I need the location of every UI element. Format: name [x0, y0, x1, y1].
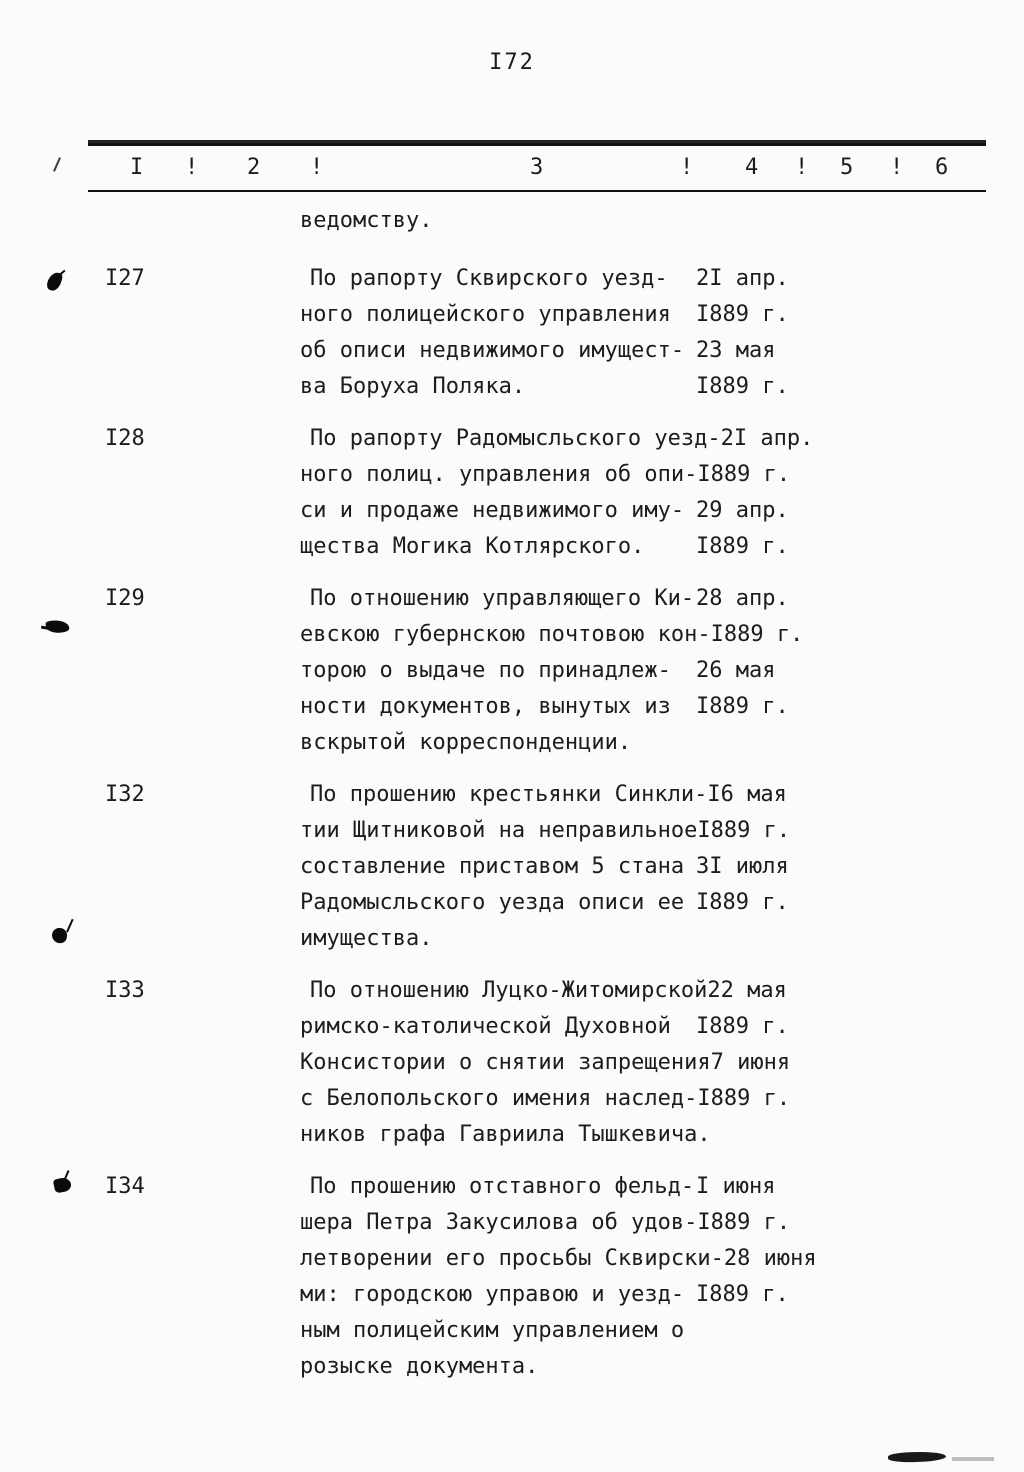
entry-line [300, 581, 803, 617]
entry-lines [300, 777, 790, 957]
entry-line-text: ным полицейским управлением о [300, 1318, 685, 1343]
entry-line [300, 421, 813, 457]
entry-line [300, 725, 803, 761]
entry-line [300, 529, 813, 565]
entry-line [300, 1349, 817, 1385]
entry-line-date: 28 апр. [696, 586, 789, 611]
entry-line-text: По прошению отставного фельд- [310, 1174, 695, 1199]
entry-number: I34 [105, 1174, 145, 1199]
table-row [105, 777, 985, 957]
entry-lines [300, 973, 790, 1153]
continuation-text: ведомству. [300, 208, 433, 233]
header-col-5: 5 [840, 155, 854, 180]
entry-line-date: I889 г. [696, 694, 789, 719]
entry-line [300, 1241, 817, 1277]
entry-line-date: I6 мая [707, 782, 787, 807]
entry-line [300, 973, 790, 1009]
table-row [105, 421, 985, 565]
ink-mark [51, 927, 68, 944]
entry-line-text: вскрытой корреспонденции. [300, 730, 632, 755]
table-row [105, 973, 985, 1153]
entry-line-text: ва Боруха Поляка. [300, 374, 526, 399]
entry-number: I28 [105, 426, 145, 451]
entry-line [300, 617, 803, 653]
entry-line [300, 369, 789, 405]
entry-line-text: тии Щитниковой на неправильное [300, 818, 698, 843]
entry-line-text: шера Петра Закусилова об удов- [300, 1210, 698, 1235]
column-separator: ! [795, 155, 809, 180]
ink-mark [53, 1176, 73, 1193]
entry-line [300, 261, 789, 297]
entry-line-text: По отношению управляющего Ки- [310, 586, 695, 611]
entry-line-text: имущества. [300, 926, 433, 951]
entry-lines [300, 261, 789, 405]
entry-line [300, 885, 790, 921]
entry-line [300, 1009, 790, 1045]
ink-mark [45, 618, 70, 634]
entry-line-text: ности документов, вынутых из [300, 694, 671, 719]
entry-line-text: торою о выдаче по принадлеж- [300, 658, 671, 683]
entry-line [300, 813, 790, 849]
entry-line [300, 849, 790, 885]
entry-line [300, 921, 790, 957]
entry-line-date: 29 апр. [696, 498, 789, 523]
entry-number: I27 [105, 266, 145, 291]
entry-lines [300, 1169, 817, 1385]
entry-line-date: I889 г. [696, 302, 789, 327]
header-rule-bottom [88, 190, 986, 192]
column-separator: ! [680, 155, 694, 180]
entry-line-text: об описи недвижимого имущест- [300, 338, 685, 363]
entry-line [300, 1081, 790, 1117]
entry-line-text: По рапорту Сквирского уезд- [310, 266, 668, 291]
page-number: I72 [489, 50, 535, 75]
table-body [105, 203, 985, 1401]
entry-line-date: I июня [696, 1174, 776, 1199]
entry-line-text: ного полицейского управления [300, 302, 671, 327]
entry-line-text: ми: городскою управою и уезд- [300, 1282, 685, 1307]
entry-line-text: розыске документа. [300, 1354, 539, 1379]
column-separator: ! [310, 155, 324, 180]
entry-lines [300, 581, 803, 761]
header-col-1: I [130, 155, 144, 180]
entry-line-date: 2I апр. [696, 266, 789, 291]
entry-line [300, 493, 813, 529]
entry-line-text: составление приставом 5 стана [300, 854, 685, 879]
entry-line-text: ников графа Гавриила Тышкевича. [300, 1122, 711, 1147]
entry-line [300, 1313, 817, 1349]
entry-line-text: По отношению Луцко-Житомирской [310, 978, 708, 1003]
entry-line [300, 1277, 817, 1313]
entry-line-date: I889 г. [697, 1210, 791, 1235]
entry-line [300, 1205, 817, 1241]
entry-line-date: 26 мая [696, 658, 776, 683]
table-row [105, 581, 985, 761]
entry-line-text: По рапорту Радомысльского уезд- [310, 426, 721, 451]
entry-line-date: I889 г. [697, 818, 791, 843]
entry-line-date: I889 г. [696, 1014, 789, 1039]
entry-number: I33 [105, 978, 145, 1003]
table-row [105, 261, 985, 405]
entry-line-date: I889 г. [710, 622, 804, 647]
entry-number: I29 [105, 586, 145, 611]
entry-line-date: 7 июня [710, 1050, 791, 1075]
column-separator: ! [185, 155, 199, 180]
entry-line-text: щества Могика Котлярского. [300, 534, 645, 559]
entry-line [300, 653, 803, 689]
entry-line-text: По прошению крестьянки Синкли- [310, 782, 708, 807]
entry-line-text: Радомысльского уезда описи ее [300, 890, 685, 915]
table-row [105, 1169, 985, 1385]
entry-line-text: Консистории о снятии запрещения [300, 1050, 711, 1075]
entry-line-text: си и продаже недвижимого иму- [300, 498, 685, 523]
entry-line [300, 1117, 790, 1153]
header-col-2: 2 [247, 155, 261, 180]
entry-line [300, 333, 789, 369]
scan-smudge [952, 1457, 994, 1461]
header-col-6: 6 [935, 155, 949, 180]
entry-line-text: римско-католической Духовной [300, 1014, 671, 1039]
entry-line [300, 1045, 790, 1081]
table-header [88, 143, 986, 192]
entry-line-date: I889 г. [697, 462, 791, 487]
entry-number: I32 [105, 782, 145, 807]
header-col-4: 4 [745, 155, 759, 180]
column-separator: ! [890, 155, 904, 180]
entry-line [300, 689, 803, 725]
entry-line-date: I889 г. [696, 534, 789, 559]
header-row [88, 146, 986, 190]
entry-line-text: евскою губернскою почтовою кон- [300, 622, 711, 647]
entry-line-date: I889 г. [696, 1282, 789, 1307]
entry-lines [300, 421, 813, 565]
ink-mark [45, 270, 63, 292]
entry-line-date: I889 г. [696, 890, 789, 915]
header-col-3: 3 [530, 155, 544, 180]
entry-line-date: 3I июля [696, 854, 789, 879]
entry-line [300, 777, 790, 813]
pen-stroke-mark [53, 157, 61, 172]
entry-line-date: 22 мая [707, 978, 787, 1003]
entry-line [300, 297, 789, 333]
entry-line [300, 457, 813, 493]
entry-line-date: I889 г. [696, 374, 789, 399]
entry-line-date: 28 июня [723, 1246, 817, 1271]
entry-line-text: ного полиц. управления об опи- [300, 462, 698, 487]
entry-line-date: 23 мая [696, 338, 776, 363]
entry-line-text: летворении его просьбы Сквирски- [300, 1246, 724, 1271]
entry-line [300, 1169, 817, 1205]
scan-smudge [888, 1451, 946, 1463]
entry-line-date: I889 г. [697, 1086, 791, 1111]
entry-line-text: с Белопольского имения наслед- [300, 1086, 698, 1111]
entry-line-date: 2I апр. [720, 426, 814, 451]
